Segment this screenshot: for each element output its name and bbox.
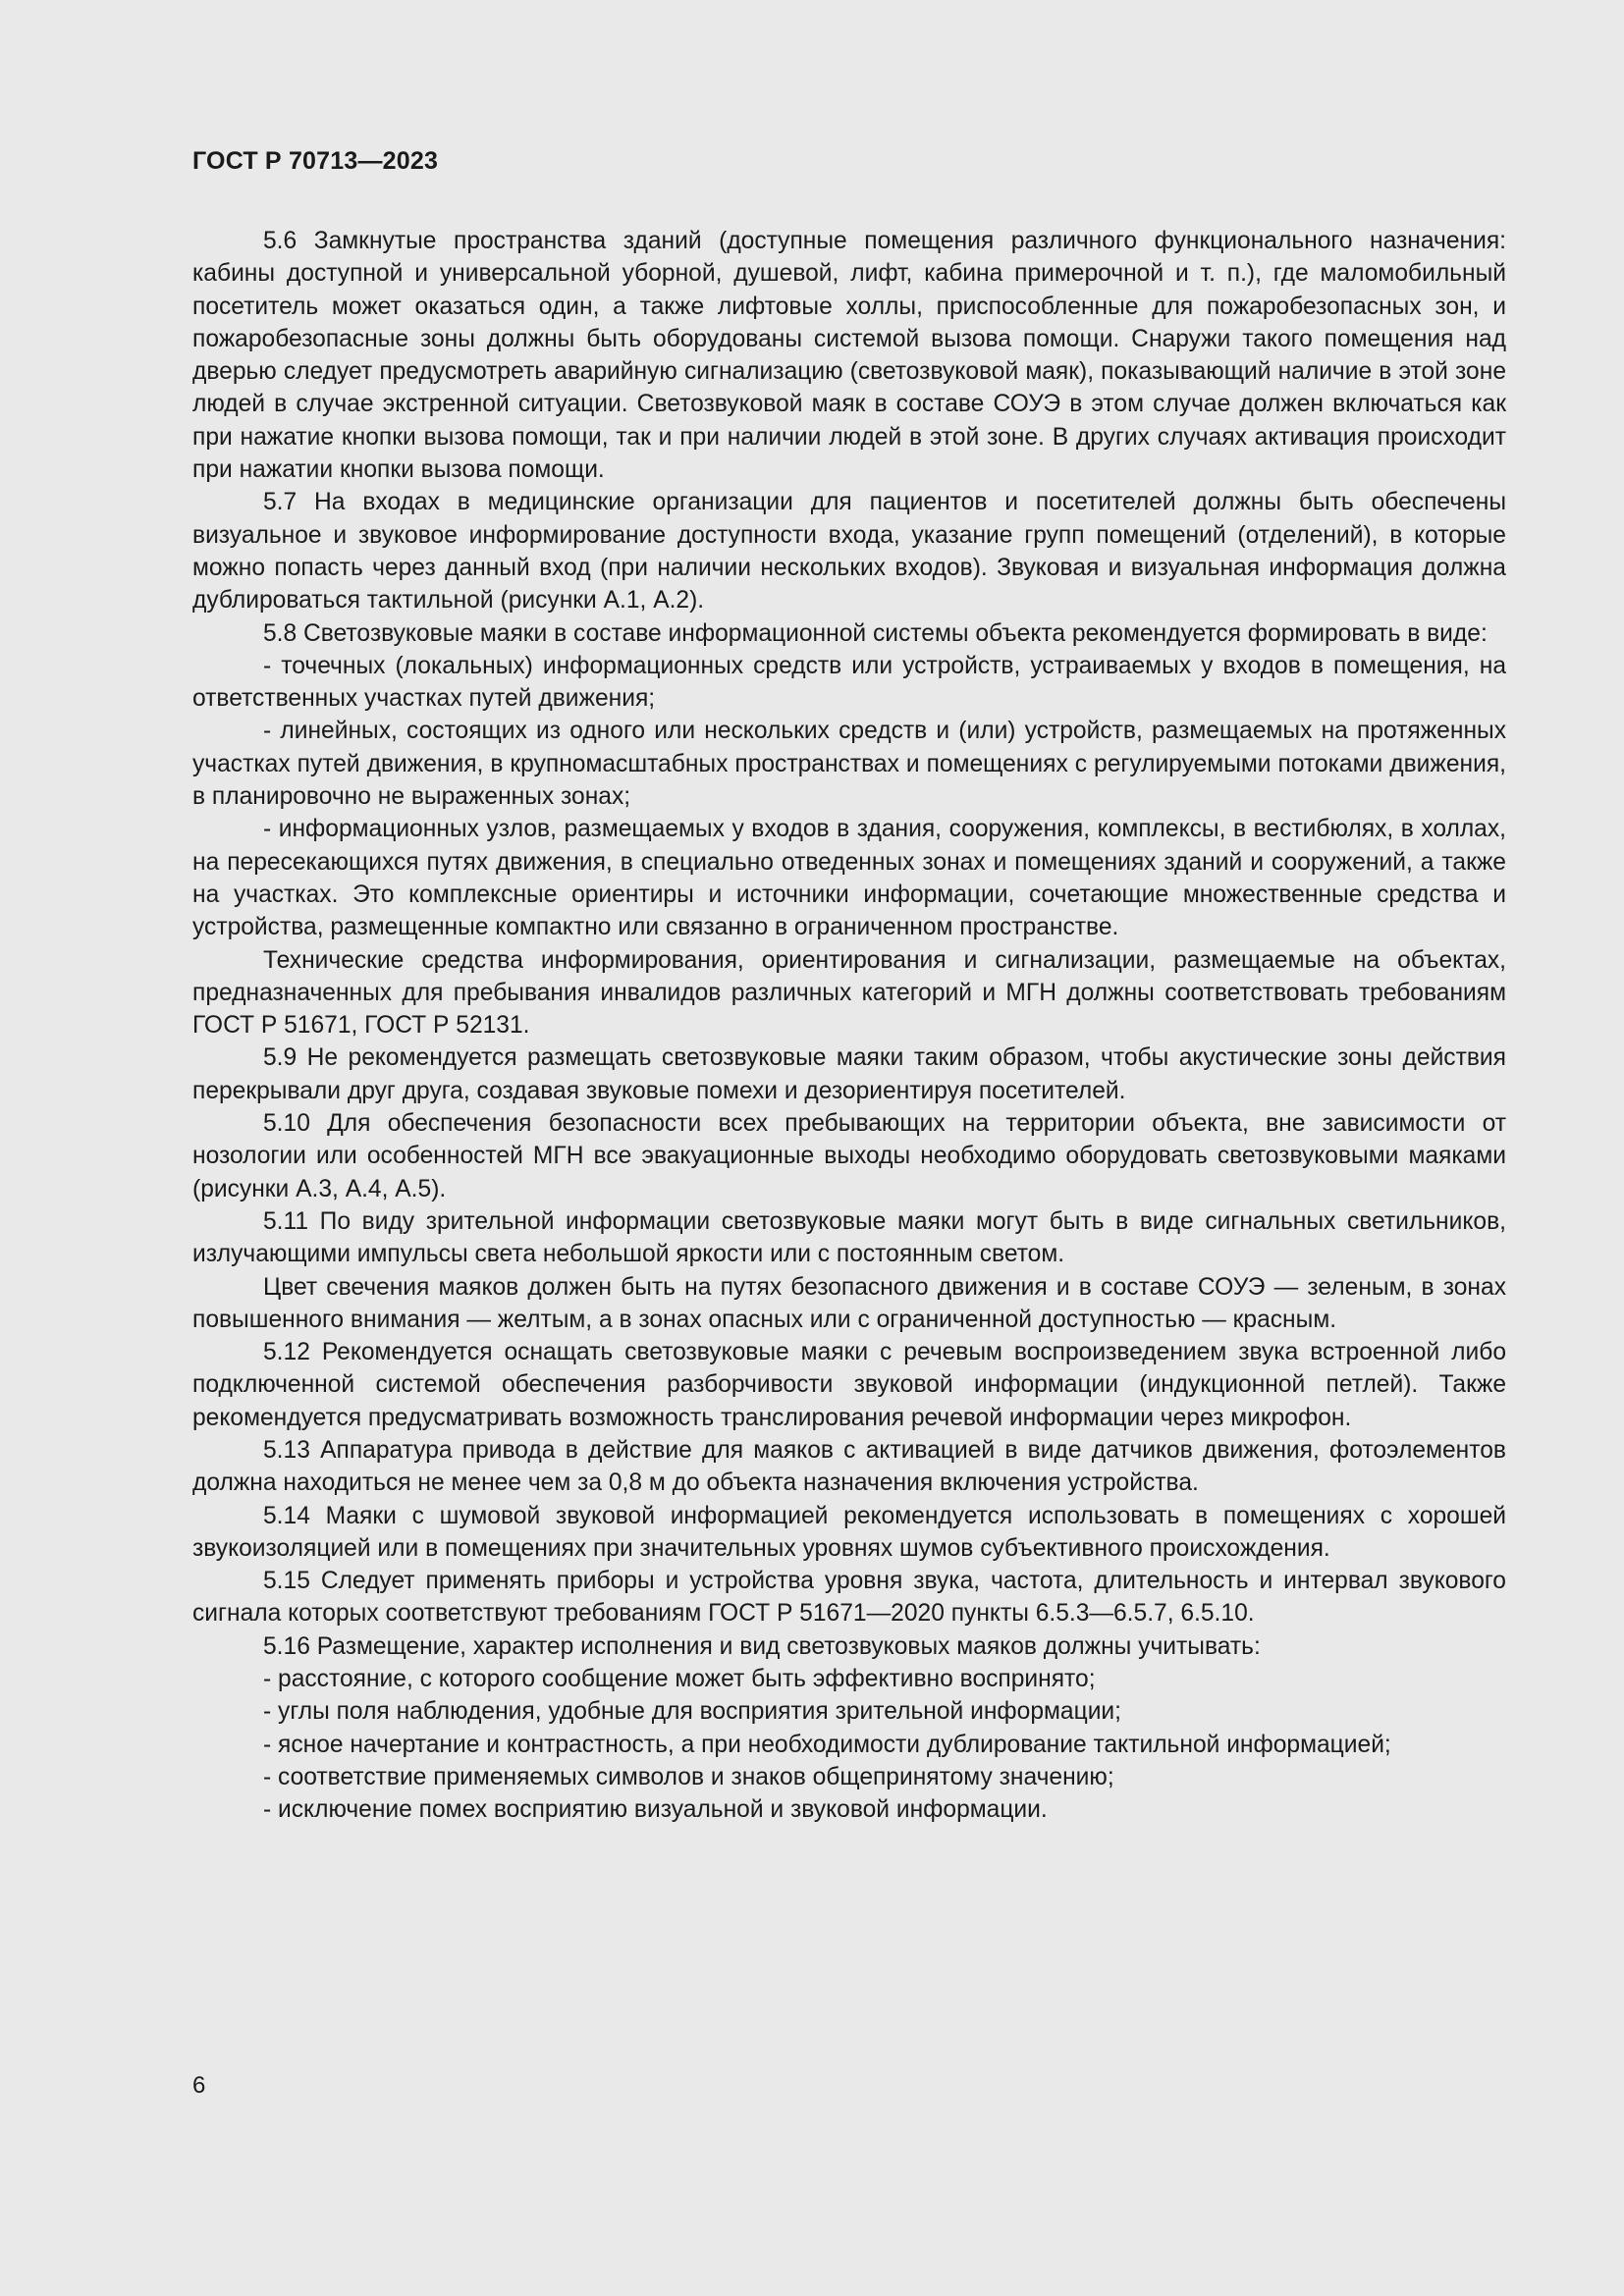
- document-body: [192, 225, 1506, 1827]
- list-item: - исключение помех восприятию визуальной и звуковой информации.: [263, 1796, 1048, 1824]
- list-item: - ясное начертание и контрастность, а при необходимости дублирование тактильной информацией;: [263, 1731, 1391, 1758]
- list-item: - расстояние, с которого сообщение может быть эффективно воспринято;: [263, 1666, 1096, 1693]
- list-item: - линейных, состоящих из одного или нескольких средств и (или) устройств, размещаемых на протяженных участках путей движения, в крупномасштабных пространствах и помещениях с регулируемыми потоками движения, в планировочно не выраженных зонах;: [192, 718, 1506, 811]
- list-item: - информационных узлов, размещаемых у входов в здания, сооружения, комплексы, в вестибюлях, в холлах, на пересекающихся путях движения, в специально отведенных зонах и помещениях зданий и сооружений, а также на участках. Это комплексные ориентиры и источники информации, сочетающие множественные средства и устройства, размещенные компактно или связанно в ограниченном пространстве.: [192, 816, 1506, 941]
- paragraph-5-6: 5.6 Замкнутые пространства зданий (доступные помещения различного функционального назначения: кабины доступной и универсальной уборной, душевой, лифт, кабина примерочной и т. п.), где маломобильный посетитель может оказаться один, а также лифтовые холлы, приспособленные для пожаробезопасных зон, и пожаробезопасные зоны должны быть оборудованы системой вызова помощи. Снаружи такого помещения над дверью следует предусмотреть аварийную сигнализацию (светозвуковой маяк), показывающий наличие в этой зоне людей в случае экстренной ситуации. Светозвуковой маяк в составе СОУЭ в этом случае должен включаться как при нажатие кнопки вызова помощи, так и при наличии людей в этой зоне. В других случаях активация происходит при нажатии кнопки вызова помощи.: [192, 228, 1506, 484]
- paragraph-5-11: 5.11 По виду зрительной информации светозвуковые маяки могут быть в виде сигнальных светильников, излучающими импульсы света небольшой яркости или с постоянным светом.: [192, 1207, 1506, 1268]
- paragraph-5-10: 5.10 Для обеспечения безопасности всех пребывающих на территории объекта, вне зависимости от нозологии или особенностей МГН все эвакуационные выходы необходимо оборудовать светозвуковыми маяками (рисунки А.3, А.4, А.5).: [192, 1110, 1506, 1202]
- list-item: - соответствие применяемых символов и знаков общепринятому значению;: [263, 1763, 1114, 1790]
- paragraph-5-8: 5.8 Светозвуковые маяки в составе информационной системы объекта рекомендуется формировать в виде:: [263, 619, 1488, 647]
- paragraph-5-15: 5.15 Следует применять приборы и устройства уровня звука, частота, длительность и интервал звукового сигнала которых соответствуют требованиям ГОСТ Р 51671—2020 пункты 6.5.3—6.5.7, 6.5.10.: [192, 1568, 1506, 1628]
- paragraph-5-9: 5.9 Не рекомендуется размещать светозвуковые маяки таким образом, чтобы акустические зоны действия перекрывали друг друга, создавая звуковые помехи и дезориентируя посетителей.: [192, 1044, 1506, 1104]
- paragraph-5-13: 5.13 Аппаратура привода в действие для маяков с активацией в виде датчиков движения, фотоэлементов должна находиться не менее чем за 0,8 м до объекта назначения включения устройства.: [192, 1436, 1506, 1497]
- document-header: ГОСТ Р 70713—2023: [192, 147, 439, 175]
- paragraph-5-14: 5.14 Маяки с шумовой звуковой информацией рекомендуется использовать в помещениях с хорошей звукоизоляцией или в помещениях при значительных уровнях шумов субъективного происхождения.: [192, 1502, 1506, 1562]
- paragraph-5-12: 5.12 Рекомендуется оснащать светозвуковые маяки с речевым воспроизведением звука встроенной либо подключенной системой обеспечения разборчивости звуковой информации (индукционной петлей). Также рекомендуется предусматривать возможность транслирования речевой информации через микрофон.: [192, 1339, 1506, 1431]
- paragraph-5-16: 5.16 Размещение, характер исполнения и вид светозвуковых маяков должны учитывать:: [263, 1632, 1261, 1660]
- page-number: 6: [192, 2072, 206, 2099]
- list-item: - углы поля наблюдения, удобные для восприятия зрительной информации;: [263, 1698, 1122, 1726]
- paragraph-technical-means: Технические средства информирования, ориентирования и сигнализации, размещаемые на объектах, предназначенных для пребывания инвалидов различных категорий и МГН должны соответствовать требованиям ГОСТ Р 51671, ГОСТ Р 52131.: [192, 946, 1506, 1040]
- list-item: - точечных (локальных) информационных средств или устройств, устраиваемых у входов в помещения, на ответственных участках путей движения;: [192, 652, 1506, 713]
- paragraph-5-7: 5.7 На входах в медицинские организации для пациентов и посетителей должны быть обеспечены визуальное и звуковое информирование доступности входа, указание групп помещений (отделений), в которые можно попасть через данный вход (при наличии нескольких входов). Звуковая и визуальная информация должна дублироваться тактильной (рисунки А.1, А.2).: [192, 489, 1506, 614]
- paragraph-color: Цвет свечения маяков должен быть на путях безопасного движения и в составе СОУЭ — зеленым, в зонах повышенного внимания — желтым, а в зонах опасных или с ограниченной доступностью — красным.: [192, 1273, 1506, 1333]
